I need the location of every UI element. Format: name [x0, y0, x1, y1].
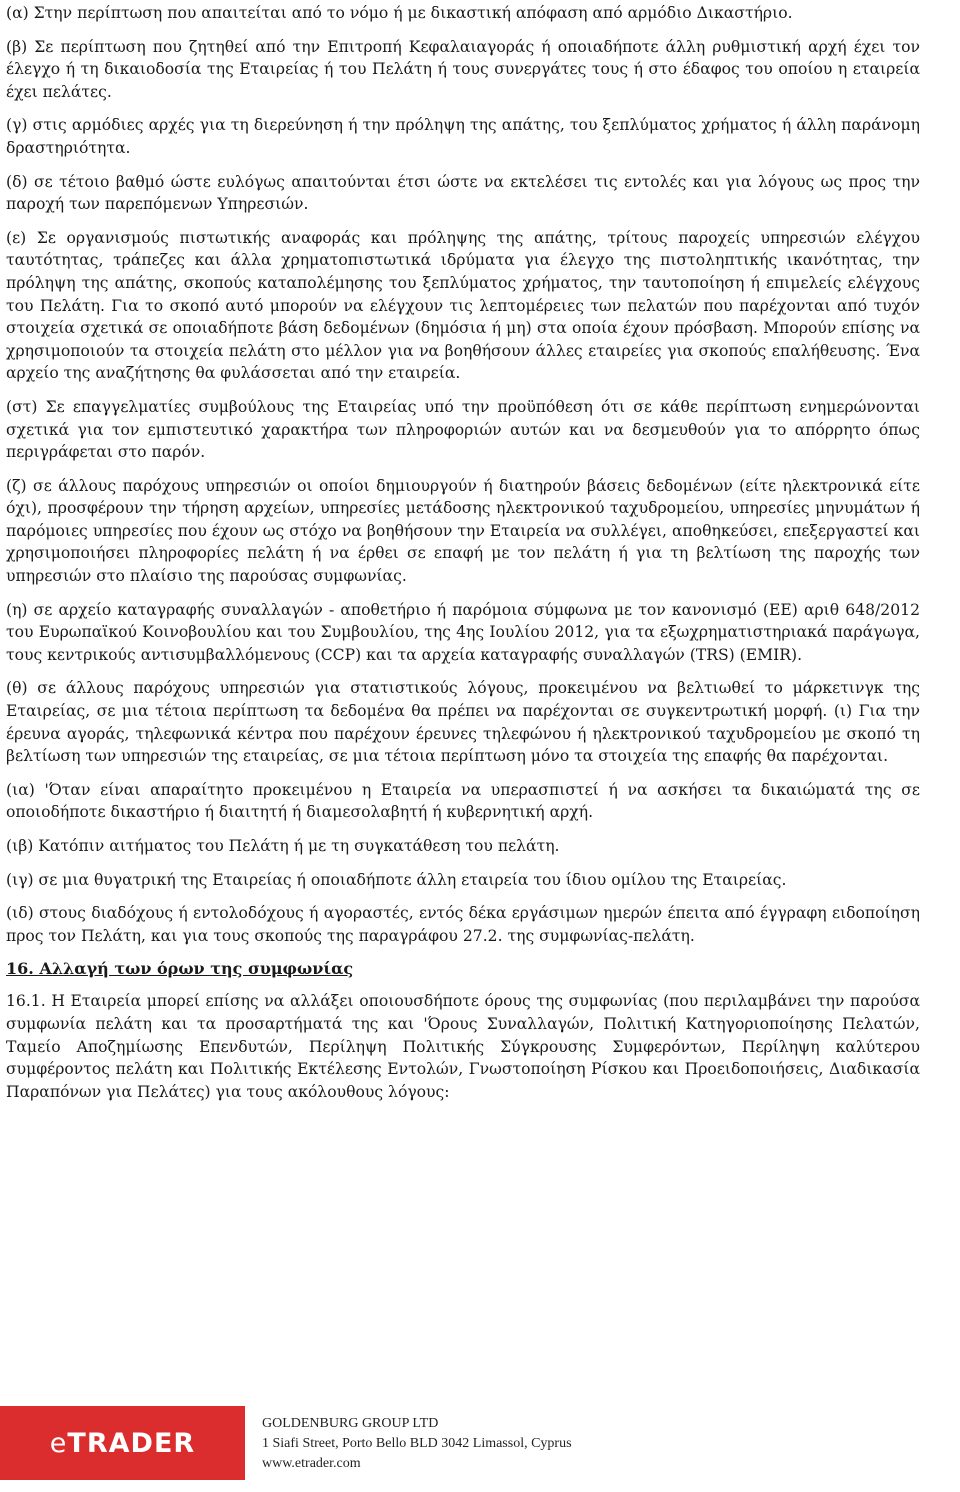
company-info: [262, 1414, 572, 1474]
document-body: [6, 2, 920, 1114]
section-heading: 16. Αλλαγή των όρων της συμφωνίας: [6, 959, 354, 979]
company-address: 1 Siafi Street, Porto Bello BLD 3042 Limassol, Cyprus: [262, 1436, 572, 1451]
etrader-logo: [0, 1406, 245, 1480]
company-website: www.etrader.com: [262, 1456, 361, 1471]
section-paragraph: 16.1. Η Εταιρεία μπορεί επίσης να αλλάξει οποιουσδήποτε όρους της συμφωνίας (που περιλαμβάνει την παρούσα συμφωνία πελάτη και τα προσαρτήματά της και 'Όρους Συναλλαγών, Πολιτική Κατηγοριοποίησης Πελατών, Ταμείο Αποζημίωσης Επενδυτών, Περίληψη Πολιτικής Σύγκρουσης Συμφερόντων, Περίληψη καλύτερου συμφέροντος πελάτη και Πολιτικής Εκτέλεσης Εντολών, Γνωστοποίηση Ρίσκου και Προειδοποιήσεις, Διαδικασία Παραπόνων για Πελάτες) για τους ακόλουθους λόγους:: [6, 992, 920, 1101]
paragraph-ia: (ια) 'Όταν είναι απαραίτητο προκειμένου η Εταιρεία να υπερασπιστεί ή να ασκήσει τα δικαιώματά της σε οποιοδήποτε δικαστήριο ή διαιτητή ή διαμεσολαβητή ή κυβερνητική αρχή.: [6, 780, 920, 822]
paragraph-id: (ιδ) στους διαδόχους ή εντολοδόχους ή αγοραστές, εντός δέκα εργάσιμων ημερών έπειτα από έγγραφη ειδοποίηση προς τον Πελάτη, και για τους σκοπούς της παραγράφου 27.2. της συμφωνίας-πελάτη.: [6, 904, 920, 945]
paragraph-ig: (ιγ) σε μια θυγατρική της Εταιρείας ή οποιαδήποτε άλλη εταιρεία του ίδιου ομίλου της Εταιρείας.: [6, 870, 787, 889]
logo-e: e: [49, 1427, 68, 1459]
paragraph-z: (ζ) σε άλλους παρόχους υπηρεσιών οι οποίοι δημιουργούν ή διατηρούν βάσεις δεδομένων (είτε ηλεκτρονικά είτε όχι), προσφέρουν την τήρηση αρχείων, υπηρεσίες μετάδοσης ηλεκτρονικού ταχυδρομείου, υπηρεσίες μηνυμάτων ή παρόμοιες υπηρεσίες που έχουν ως στόχο να βοηθήσουν την Εταιρεία να συλλέγει, αποθηκεύσει, επεξεργαστεί και χρησιμοποιήσει πληροφορίες πελάτη ή να έρθει σε επαφή με τον πελάτη ή για τη βελτίωση της παροχής των υπηρεσιών στο πλαίσιο της παρούσας συμφωνίας.: [6, 476, 920, 586]
logo-text: [50, 1428, 195, 1459]
logo-rest: TRADER: [67, 1427, 196, 1459]
paragraph-h: (η) σε αρχείο καταγραφής συναλλαγών - αποθετήριο ή παρόμοια σύμφωνα με τον κανονισμό (ΕΕ) αριθ 648/2012 του Ευρωπαϊκού Κοινοβουλίου και του Συμβουλίου, της 4ης Ιουλίου 2012, για τα εξωχρηματιστηριακά παράγωγα, τους κεντρικούς αντισυμβαλλόμενους (CCP) και τα αρχεία καταγραφής συναλλαγών (TRS) (EMIR).: [6, 600, 920, 664]
paragraph-ib: (ιβ) Κατόπιν αιτήματος του Πελάτη ή με τη συγκατάθεση του πελάτη.: [6, 837, 560, 855]
paragraph-e: (ε) Σε οργανισμούς πιστωτικής αναφοράς και πρόληψης της απάτης, τρίτους παροχείς υπηρεσιών ελέγχου ταυτότητας, τράπεζες και άλλα χρηματοπιστωτικά ιδρύματα για έλεγχο της πιστοληπτικής ικανότητας, την πρόληψη της απάτης, σκοπούς καταπολέμησης του ξεπλύματος χρήματος, την ταυτοποίηση ή επιμελείς ελέγχους του Πελάτη. Για το σκοπό αυτό μπορούν να ελέγχουν τις λεπτομέρειες των πελατών που παρέχονται από τυχόν στοιχεία σχετικά σε οποιαδήποτε βάση δεδομένων (δημόσια ή μη) στα οποία έχουν πρόσβαση. Μπορούν επίσης να χρησιμοποιούν τα στοιχεία πελάτη στο μέλλον για να βοηθήσουν άλλες εταιρείες για σκοπούς επαλήθευσης. Ένα αρχείο της αναζήτησης θα φυλάσσεται από την εταιρεία.: [6, 228, 920, 383]
paragraph-b: (β) Σε περίπτωση που ζητηθεί από την Επιτροπή Κεφαλαιαγοράς ή οποιαδήποτε άλλη ρυθμιστική αρχή έχει τον έλεγχο ή τη δικαιοδοσία της Εταιρείας ή του Πελάτη ή τους συνεργάτες τους ή στο έδαφος του οποίου η εταιρεία έχει πελάτες.: [6, 37, 920, 101]
company-name: GOLDENBURG GROUP LTD: [262, 1416, 439, 1431]
paragraph-d: (δ) σε τέτοιο βαθμό ώστε ευλόγως απαιτούνται έτσι ώστε να εκτελέσει τις εντολές και για λόγους ως προς την παροχή των παρεπόμενων Υπηρεσιών.: [6, 172, 920, 214]
paragraph-a: (α) Στην περίπτωση που απαιτείται από το νόμο ή με δικαστική απόφαση από αρμόδιο Δικαστήριο.: [6, 4, 793, 22]
page-footer: [0, 1392, 960, 1492]
paragraph-st: (στ) Σε επαγγελματίες συμβούλους της Εταιρείας υπό την προϋπόθεση ότι σε κάθε περίπτωση ενημερώνονται σχετικά για τον εμπιστευτικό χαρακτήρα των πληροφοριών αυτών και να δεσμευθούν για το απόρρητο όπως περιγράφεται στο παρόν.: [6, 397, 920, 462]
paragraph-c: (γ) στις αρμόδιες αρχές για τη διερεύνηση ή την πρόληψη της απάτης, του ξεπλύματος χρήματος ή άλλη παράνομη δραστηριότητα.: [6, 116, 920, 157]
paragraph-th: (θ) σε άλλους παρόχους υπηρεσιών για στατιστικούς λόγους, προκειμένου να βελτιωθεί το μάρκετινγκ της Εταιρείας, σε μια τέτοια περίπτωση τα δεδομένα θα πρέπει να παρέχονται σε συγκεντρωτική μορφή. (ι) Για την έρευνα αγοράς, τηλεφωνικά κέντρα που παρέχουν έρευνες τηλεφώνου ή ηλεκτρονικού ταχυδρομείου με σκοπό τη βελτίωση των υπηρεσιών της εταιρείας, σε μια τέτοια περίπτωση μόνο τα στοιχεία της επαφής θα παρέχονται.: [6, 679, 920, 766]
